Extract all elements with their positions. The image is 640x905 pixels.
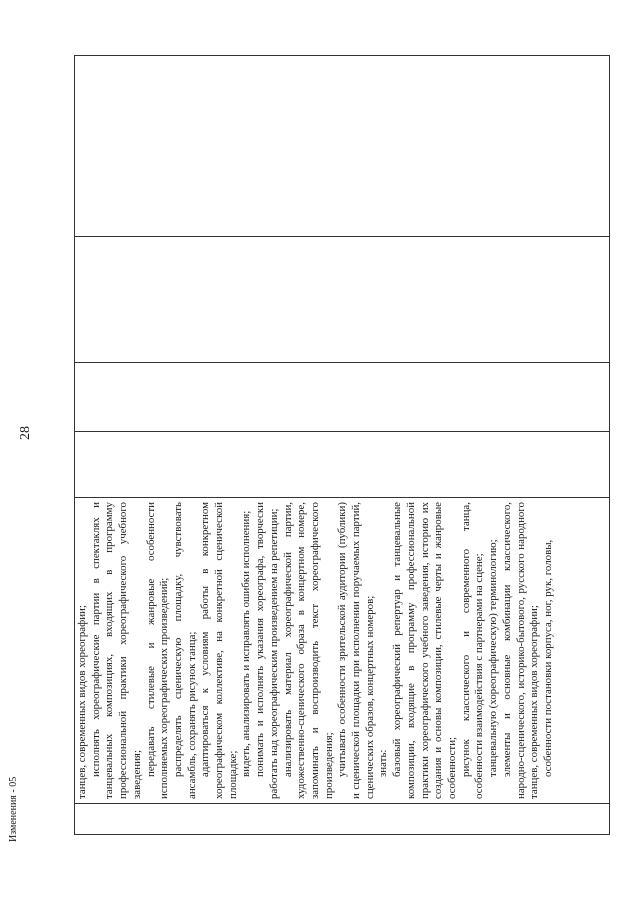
table-cell-first	[75, 804, 610, 835]
paragraph: анализировать материал хореографической партии, художественно-сценического образа в концертном номере, запоминать и воспроизводить текст хореографического произведения;	[281, 502, 335, 799]
table-row	[75, 56, 610, 835]
paragraph: передавать стилевые и жанровые особенности исполняемых хореографических произведений;	[144, 502, 171, 799]
paragraph: танцев, современных видов хореографии;	[76, 605, 88, 799]
paragraph: учитывать особенности зрительской аудитории (публики) и сценической площадки при исполнении поручаемых партий, сценических образов, концертных номеров;	[336, 502, 376, 799]
page-number: 28	[18, 426, 33, 440]
paragraph: рисунок классического и современного танца, особенности взаимодействия с партнерами на сцене;	[459, 502, 486, 799]
table-cell-3	[75, 432, 610, 498]
paragraph: особенности постановки корпуса, ног, рук, головы,	[541, 539, 554, 777]
table-cell-text	[75, 498, 610, 804]
paragraph: адаптироваться к условиям работы в конкретном хореографическом коллективе, на конкретной сценической площадке;	[199, 502, 239, 799]
table-cell-5	[75, 237, 610, 363]
table-cell-6	[75, 56, 610, 237]
paragraph: исполнять хореографические партии в спектаклях и танцевальных композициях, входящих в программу профессиональной практики хореографического учебного заведения;	[89, 502, 143, 799]
paragraph: распределять сценическую площадку, чувствовать ансамбль, сохранять рисунок танца;	[171, 502, 198, 799]
table-cell-4	[75, 363, 610, 432]
content-table	[74, 55, 610, 835]
paragraph: понимать и исполнять указания хореографа, творчески работать над хореографическим произведением на репетиции;	[254, 502, 280, 799]
footer-revision: Изменения - 05	[8, 776, 19, 842]
paragraph: танцевальную (хореографическую) терминологию;	[487, 539, 500, 777]
paragraph: знать:	[377, 749, 390, 777]
paragraph: элементы и основные комбинации классического, народно-сценического, историко-бытового, русского народного танцев, современных видов хореографии;	[500, 502, 541, 799]
paragraph: базовый хореографический репертуар и танцевальные композиции, входящие в программу профессиональной практики хореографического учебного заведения, историю их создания и основы композиции, стилевые черты и жанровые особенности;	[391, 502, 458, 799]
rotated-table-wrapper	[74, 55, 610, 835]
paragraph: видеть, анализировать и исправлять ошибки исполнения;	[240, 510, 253, 777]
competency-text	[75, 498, 556, 803]
